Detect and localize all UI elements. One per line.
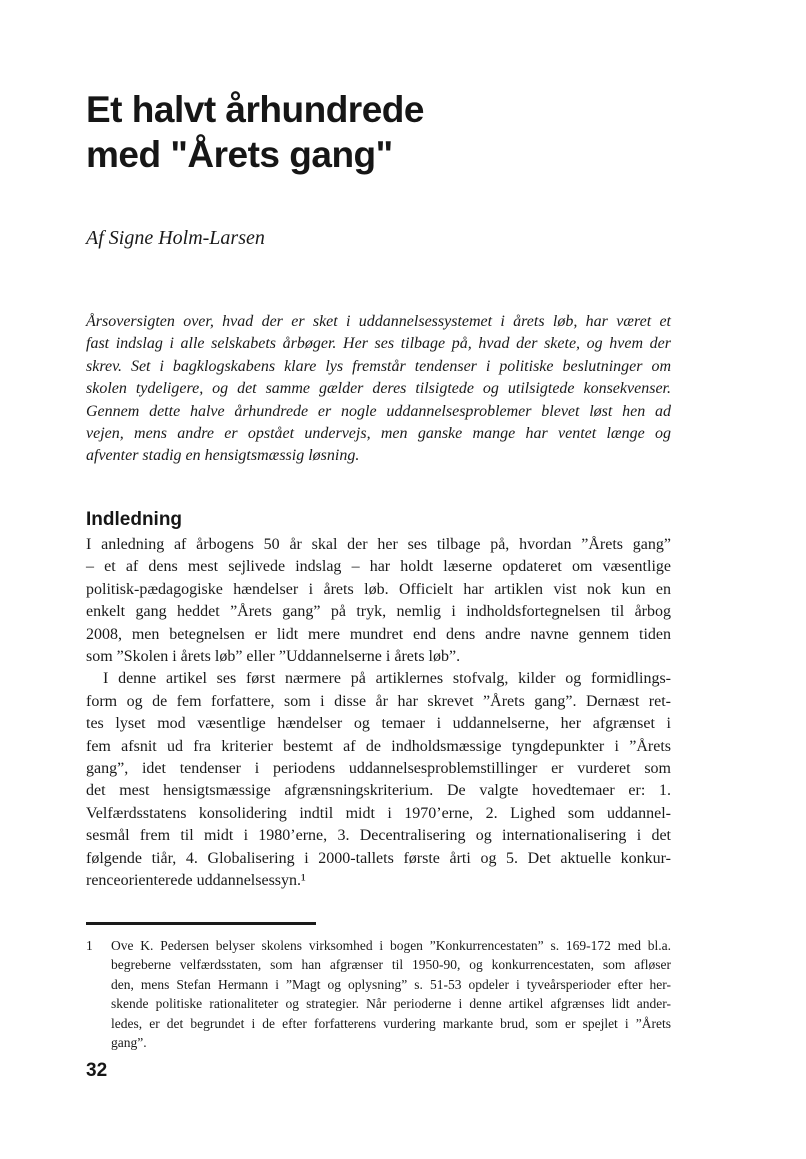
paragraph-line: gang”, idet tendenser i periodens uddannelsesproblemstillinger er vurderet som <box>86 760 671 778</box>
paragraph-line: – et af dens mest sejlivede indslag – har holdt læserne opdateret om væsentlige <box>86 558 671 576</box>
footnote-line: ledes, er det begrundet i de efter forfatterens vurdering markante brud, som er spejlet i ”Årets <box>111 1015 671 1031</box>
paragraph-line: som ”Skolen i årets løb” eller ”Uddannelserne i årets løb”. <box>86 648 461 666</box>
byline: Af Signe Holm-Larsen <box>86 227 265 249</box>
paragraph-line: 2008, men betegnelsen er lidt mere mundret end dens andre navne gennem tiden <box>86 625 671 643</box>
footnote-line: begreberne velfærdsstaten, som han afgrænser til 1950-90, og konkurrencestaten, som afløser <box>111 957 671 973</box>
paragraph-line: I denne artikel ses først nærmere på artiklernes stofvalg, kilder og formidlings- <box>103 670 671 688</box>
footnote-line: gang”. <box>111 1035 147 1051</box>
abstract-line: afventer stadig en hensigtsmæssig løsning. <box>86 447 360 465</box>
paragraph-line: fem afsnit ud fra kriterier bestemt af de indholdsmæssige tyngdepunkter i ”Årets <box>86 737 671 755</box>
article-title <box>86 87 424 177</box>
paragraph-line: Velfærdsstatens konsolidering indtil midt i 1970’erne, 2. Lighed som uddannel- <box>86 804 671 822</box>
paragraph-line: sesmål frem til midt i 1980’erne, 3. Decentralisering og internationalisering i det <box>86 827 671 845</box>
page-number: 32 <box>86 1060 108 1081</box>
footnote-line: den, mens Stefan Hermann i ”Magt og oplysning” s. 51-53 opdeler i tyveårsperioder efter her- <box>111 976 671 992</box>
paragraph-line: tes lyset mod væsentlige hændelser og temaer i uddannelserne, her afgrænset i <box>86 715 671 733</box>
footnote-line: Ove K. Pedersen belyser skolens virksomhed i bogen ”Konkurrencestaten” s. 169-172 med bl.a. <box>111 938 671 953</box>
footnote-line: skende politiske rationaliteter og strategier. Når perioderne i denne artikel afgrænses lidt ander- <box>111 996 671 1012</box>
footnote <box>86 936 671 1052</box>
paragraph-line: følgende tiår, 4. Globalisering i 2000-tallets første årti og 5. Det aktuelle konkur- <box>86 849 671 867</box>
footnote-number: 1 <box>86 938 93 953</box>
body-text <box>86 534 671 893</box>
abstract-line: Gennem dette halve århundrede er nogle uddannelsesproblemer blevet løst hen ad <box>86 402 671 420</box>
abstract-line: Årsoversigten over, hvad der er sket i uddannelsessystemet i årets løb, har været et <box>86 313 671 330</box>
paragraph-line: enkelt gang heddet ”Årets gang” på tryk, nemlig i indholdsfortegnelsen til årbog <box>86 603 671 621</box>
paragraph-line: form og de fem forfattere, som i disse år har skrevet ”Årets gang”. Dernæst ret- <box>86 692 671 710</box>
footnote-text <box>111 936 671 1052</box>
paragraph-line: renceorienterede uddannelsessyn.¹ <box>86 872 306 890</box>
paragraph-line: I anledning af årbogens 50 år skal der her ses tilbage på, hvordan ”Årets gang” <box>86 536 671 553</box>
abstract-line: fast indslag i alle selskabets årbøger. Her ses tilbage på, hvad der skete, og hvem der <box>86 335 671 353</box>
article-title-line-1: Et halvt århundrede <box>86 89 424 130</box>
paragraph-line: politisk-pædagogiske hændelser i årets løb. Officielt har artiklen vist nok kun en <box>86 580 671 598</box>
abstract <box>86 311 671 468</box>
abstract-line: vejen, mens andre er opstået undervejs, men ganske mange har ventet længe og <box>86 425 671 443</box>
footnote-separator-rule <box>86 922 316 925</box>
section-heading: Indledning <box>86 509 183 530</box>
abstract-line: skolen tydeligere, og det samme gælder deres tilsigtede og utilsigtede konsekvenser. <box>86 380 671 398</box>
paragraph-line: det mest hensigtsmæssige afgrænsningskriterium. De valgte hovedtemaer er: 1. <box>86 782 671 800</box>
article-title-line-2: med "Årets gang" <box>86 134 393 175</box>
abstract-line: skrev. Set i bagklogskabens klare lys fremstår tendenser i politiske beslutninger om <box>86 357 671 375</box>
